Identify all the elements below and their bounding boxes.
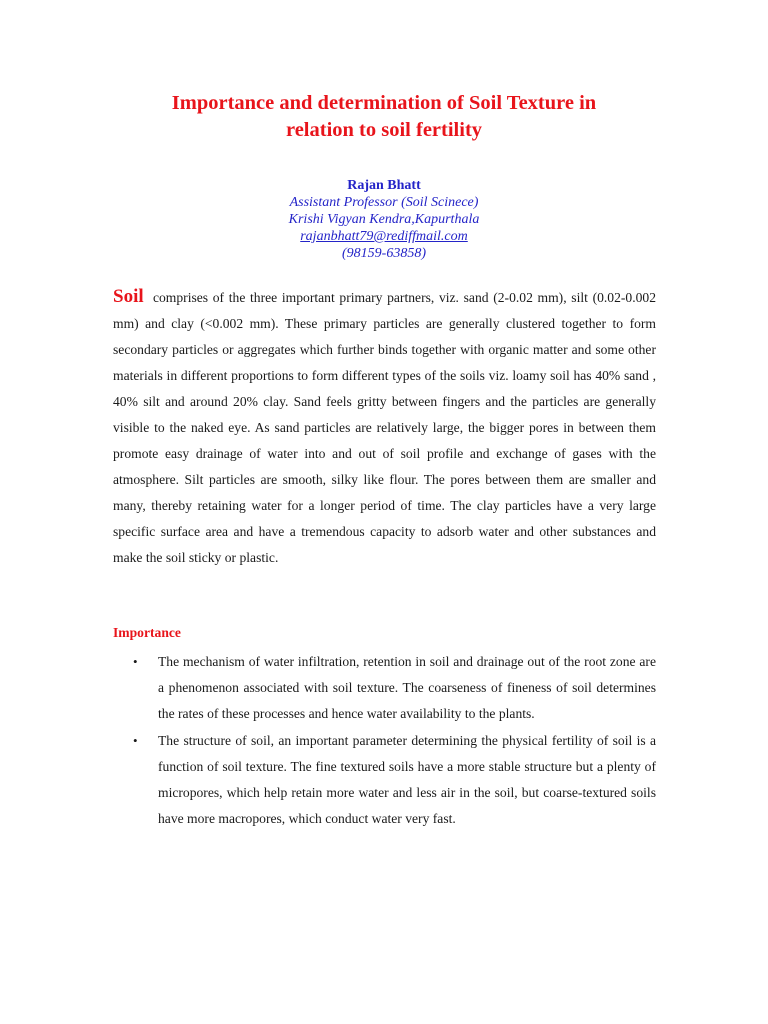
author-phone: (98159-63858): [342, 246, 426, 261]
list-item-text: The structure of soil, an important parameter determining the physical fertility of soil is a function of soil texture. The fine textured soils have a more stable structure but a plenty of micropores, which help retain more water and less air in the soil, but coarse-textured soils have more macropores, which conduct water very fast.: [158, 733, 656, 826]
author-organization: Krishi Vigyan Kendra,Kapurthala: [288, 212, 480, 227]
title-line-1: Importance and determination of Soil Texture in: [171, 92, 597, 114]
list-item-text: The mechanism of water infiltration, retention in soil and drainage out of the root zone are a phenomenon associated with soil texture. The coarseness of fineness of soil determines the rates of these processes and hence water availability to the plants.: [158, 654, 656, 721]
intro-lead-word: Soil: [113, 286, 144, 307]
bullet-icon: •: [133, 733, 138, 748]
intro-paragraph: [113, 284, 656, 571]
importance-heading: Importance: [113, 625, 181, 640]
author-block: [0, 177, 768, 262]
author-email-link[interactable]: rajanbhatt79@rediffmail.com: [300, 229, 468, 244]
title-line-2: relation to soil fertility: [285, 119, 483, 141]
document-title: [0, 90, 768, 144]
intro-text: comprises of the three important primary partners, viz. sand (2-0.02 mm), silt (0.02-0.002 mm) and clay (<0.002 mm). These primary particles are generally clustered together to form secondary particles or aggregates which further binds together with organic matter and some other materials in different proportions to form different types of the soils viz. loamy soil has 40% sand , 40% silt and around 20% clay. Sand feels gritty between fingers and the particles are generally visible to the naked eye. As sand particles are relatively large, the bigger pores in between them promote easy drainage of water into and out of soil profile and exchange of gases with the atmosphere. Silt particles are smooth, silky like flour. The pores between them are smaller and many, thereby retaining water for a longer period of time. The clay particles have a very large specific surface area and have a tremendous capacity to adsorb water and other substances and make the soil sticky or plastic.: [113, 290, 656, 565]
list-item: [113, 728, 656, 832]
list-item: [113, 649, 656, 727]
importance-list: [113, 649, 656, 833]
bullet-icon: •: [133, 654, 138, 669]
author-name: Rajan Bhatt: [347, 178, 421, 193]
author-role: Assistant Professor (Soil Scinece): [289, 195, 479, 210]
